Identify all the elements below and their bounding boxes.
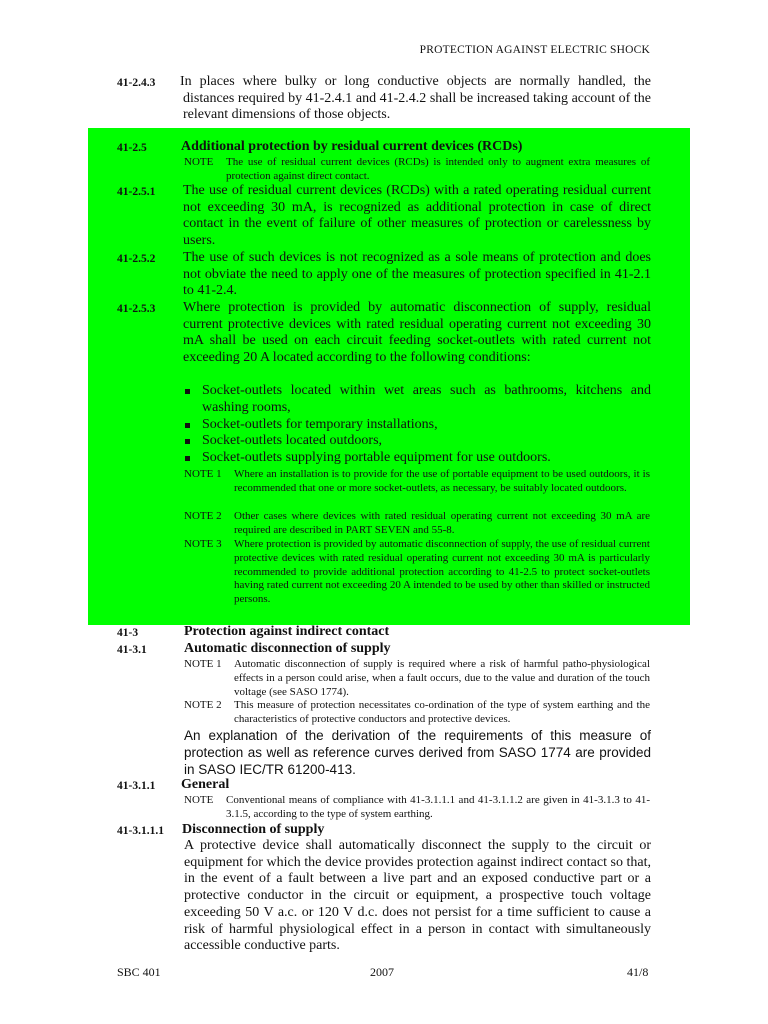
section-heading: Automatic disconnection of supply (184, 641, 391, 656)
bullet-item: Socket-outlets located within wet areas such as bathrooms, kitchens and washing rooms, (202, 383, 651, 415)
clause-text: The use of such devices is not recognized as a sole means of protection and does not obviate the need to apply one of the measures of protection specified in 41-2.1 to 41-2.4. (183, 250, 651, 299)
running-header: PROTECTION AGAINST ELECTRIC SHOCK (419, 44, 650, 56)
clause-number: 41-2.5.3 (117, 303, 156, 315)
note-text: The use of residual current devices (RCDs) is intended only to augment extra measures of protection against direct contact. (226, 156, 650, 182)
clause-number: 41-2.5.2 (117, 253, 156, 265)
page-number: 41/8 (627, 965, 649, 979)
note-label: NOTE 2 (184, 510, 222, 522)
bullet-item: Socket-outlets located outdoors, (202, 433, 383, 448)
footer-year: 2007 (370, 965, 394, 979)
section-heading: General (181, 777, 230, 792)
clause-number: 41-3.1.1.1 (117, 825, 164, 837)
note-label: NOTE 3 (184, 538, 222, 550)
note-text: Other cases where devices with rated residual operating current not exceeding 30 mA are required are described in PART SEVEN and 55-8. (234, 510, 650, 536)
section-heading: Protection against indirect contact (184, 624, 390, 639)
bullet-marker (185, 456, 190, 461)
clause-number: 41-3.1 (117, 644, 147, 656)
note-text: Conventional means of compliance with 41-3.1.1.1 and 41-3.1.1.2 are given in 41-3.1.3 to 41-3.1.5, according to the type of system earthing. (226, 794, 650, 820)
note-text: This measure of protection necessitates co-ordination of the type of system earthing and the characteristics of protective conductors and protective devices. (234, 699, 650, 725)
section-heading: Disconnection of supply (182, 822, 325, 837)
clause-number: 41-2.5.1 (117, 186, 156, 198)
clause-number: 41-2.5 (117, 142, 147, 154)
clause-text: The use of residual current devices (RCDs) with a rated operating residual current not exceeding 30 mA, is recognized as additional protection in case of direct contact in the event of failure of other measures of protection or carelessness by users. (183, 183, 651, 249)
bullet-marker (185, 439, 190, 444)
clause-text: A protective device shall automatically disconnect the supply to the circuit or equipment for which the device provides protection against indirect contact so that, in the event of a fault between a live part and an exposed conductive part or a protective conductor in the circuit or equipment, a prospective touch voltage exceeding 50 V a.c. or 120 V d.c. does not persist for a time sufficient to cause a risk of harmful physiological effect in a person in contact with simultaneously accessible conductive parts. (184, 838, 651, 954)
bullet-marker (185, 423, 190, 428)
bullet-item: Socket-outlets for temporary installations, (202, 417, 438, 432)
note-label: NOTE (184, 156, 214, 168)
paragraph: An explanation of the derivation of the requirements of this measure of protection as well as reference curves derived from SASO 1774 are provided in SASO IEC/TR 61200-413. (184, 728, 651, 777)
note-label: NOTE (184, 794, 214, 806)
bullet-marker (185, 389, 190, 394)
note-text: Where protection is provided by automatic disconnection of supply, the use of residual current protective devices with rated residual operating current not exceeding 30 mA is particularly recommended to provide additional protection according to 41-2.5 to protect socket-outlets having rated current not exceeding 20 A intended to be used by other than skilled or instructed persons. (234, 538, 650, 606)
clause-text: In places where bulky or long conductive objects are normally handled, the distances required by 41-2.4.1 and 41-2.4.2 shall be increased taking account of the relevant dimensions of those objects. (180, 74, 651, 123)
bullet-item: Socket-outlets supplying portable equipment for use outdoors. (202, 450, 551, 465)
note-label: NOTE 1 (184, 468, 222, 480)
clause-number: 41-3.1.1 (117, 780, 156, 792)
note-text: Where an installation is to provide for the use of portable equipment to be used outdoors, it is recommended that one or more socket-outlets, as necessary, be suitably located outdoors. (234, 468, 650, 494)
note-text: Automatic disconnection of supply is required where a risk of harmful patho-physiological effects in a person could arise, when a fault occurs, due to the value and duration of the touch voltage (see SASO 1774). (234, 658, 650, 698)
clause-number: 41-2.4.3 (117, 77, 156, 89)
note-label: NOTE 2 (184, 699, 222, 711)
note-label: NOTE 1 (184, 658, 222, 670)
clause-text: Where protection is provided by automatic disconnection of supply, residual current protective devices with rated residual operating current not exceeding 30 mA shall be used on each circuit feeding socket-outlets with rated current not exceeding 20 A located according to the following conditions: (183, 300, 651, 366)
section-heading: Additional protection by residual current devices (RCDs) (181, 139, 523, 154)
footer-code: SBC 401 (117, 965, 161, 979)
clause-number: 41-3 (117, 627, 139, 639)
